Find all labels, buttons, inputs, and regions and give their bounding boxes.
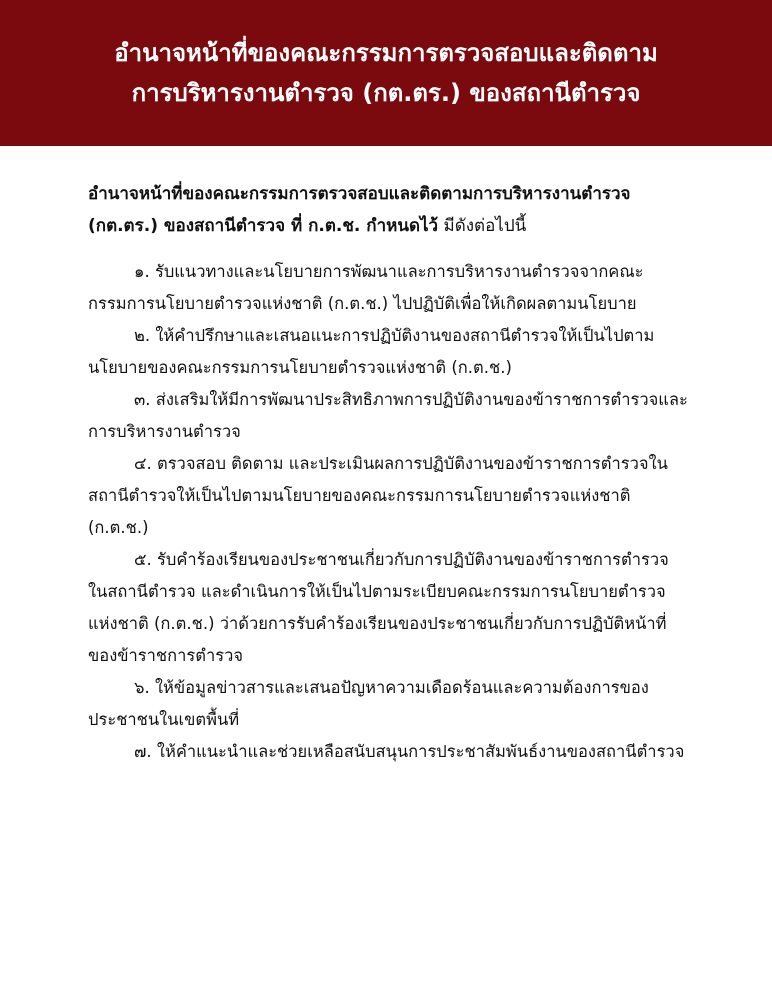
title-banner — [0, 0, 772, 146]
intro-bold-text: อำนาจหน้าที่ของคณะกรรมการตรวจสอบและติดตามการบริหารงานตำรวจ (กต.ตร.) ของสถานีตำรวจ ที่ ก.ต.ช. กำหนดไว้ — [88, 184, 631, 236]
page-title-line-2: การบริหารงานตำรวจ (กต.ตร.) ของสถานีตำรวจ — [131, 79, 641, 107]
duty-item-4: ๔. ตรวจสอบ ติดตาม และประเมินผลการปฏิบัติงานของข้าราชการตำรวจในสถานีตำรวจให้เป็นไปตามนโยบายของคณะกรรมการนโยบายตำรวจแห่งชาติ (ก.ต.ช.) — [88, 454, 668, 537]
duty-item-5: ๕. รับคำร้องเรียนของประชาชนเกี่ยวกับการปฏิบัติงานของข้าราชการตำรวจในสถานีตำรวจ และดำเนินการให้เป็นไปตามระเบียบคณะกรรมการนโยบายตำรวจแห่งชาติ (ก.ต.ช.) ว่าด้วยการรับคำร้องเรียนของประชาชนเกี่ยวกับการปฏิบัติหน้าที่ของข้าราชการตำรวจ — [88, 550, 669, 665]
duty-item-7: ๗. ให้คำแนะนำและช่วยเหลือสนับสนุนการประชาสัมพันธ์งานของสถานีตำรวจ — [134, 742, 685, 761]
duty-item-1: ๑. รับแนวทางและนโยบายการพัฒนาและการบริหารงานตำรวจจากคณะกรรมการนโยบายตำรวจแห่งชาติ (ก.ต.ช.) ไปปฏิบัติเพื่อให้เกิดผลตามนโยบาย — [88, 262, 644, 313]
page-title-line-1: อำนาจหน้าที่ของคณะกรรมการตรวจสอบและติดตาม — [114, 39, 658, 67]
duty-item-6: ๖. ให้ข้อมูลข่าวสารและเสนอปัญหาความเดือดร้อนและความต้องการของประชาชนในเขตพื้นที่ — [88, 678, 649, 729]
duty-item-3: ๓. ส่งเสริมให้มีการพัฒนาประสิทธิภาพการปฏิบัติงานของข้าราชการตำรวจและการบริหารงานตำรวจ — [88, 390, 688, 441]
duty-item-2: ๒. ให้คำปรึกษาและเสนอแนะการปฏิบัติงานของสถานีตำรวจให้เป็นไปตามนโยบายของคณะกรรมการนโยบายตำรวจแห่งชาติ (ก.ต.ช.) — [88, 326, 655, 377]
document-body — [88, 178, 688, 768]
intro-normal-text: มีดังต่อไปนี้ — [438, 216, 527, 236]
intro-paragraph — [88, 178, 688, 242]
